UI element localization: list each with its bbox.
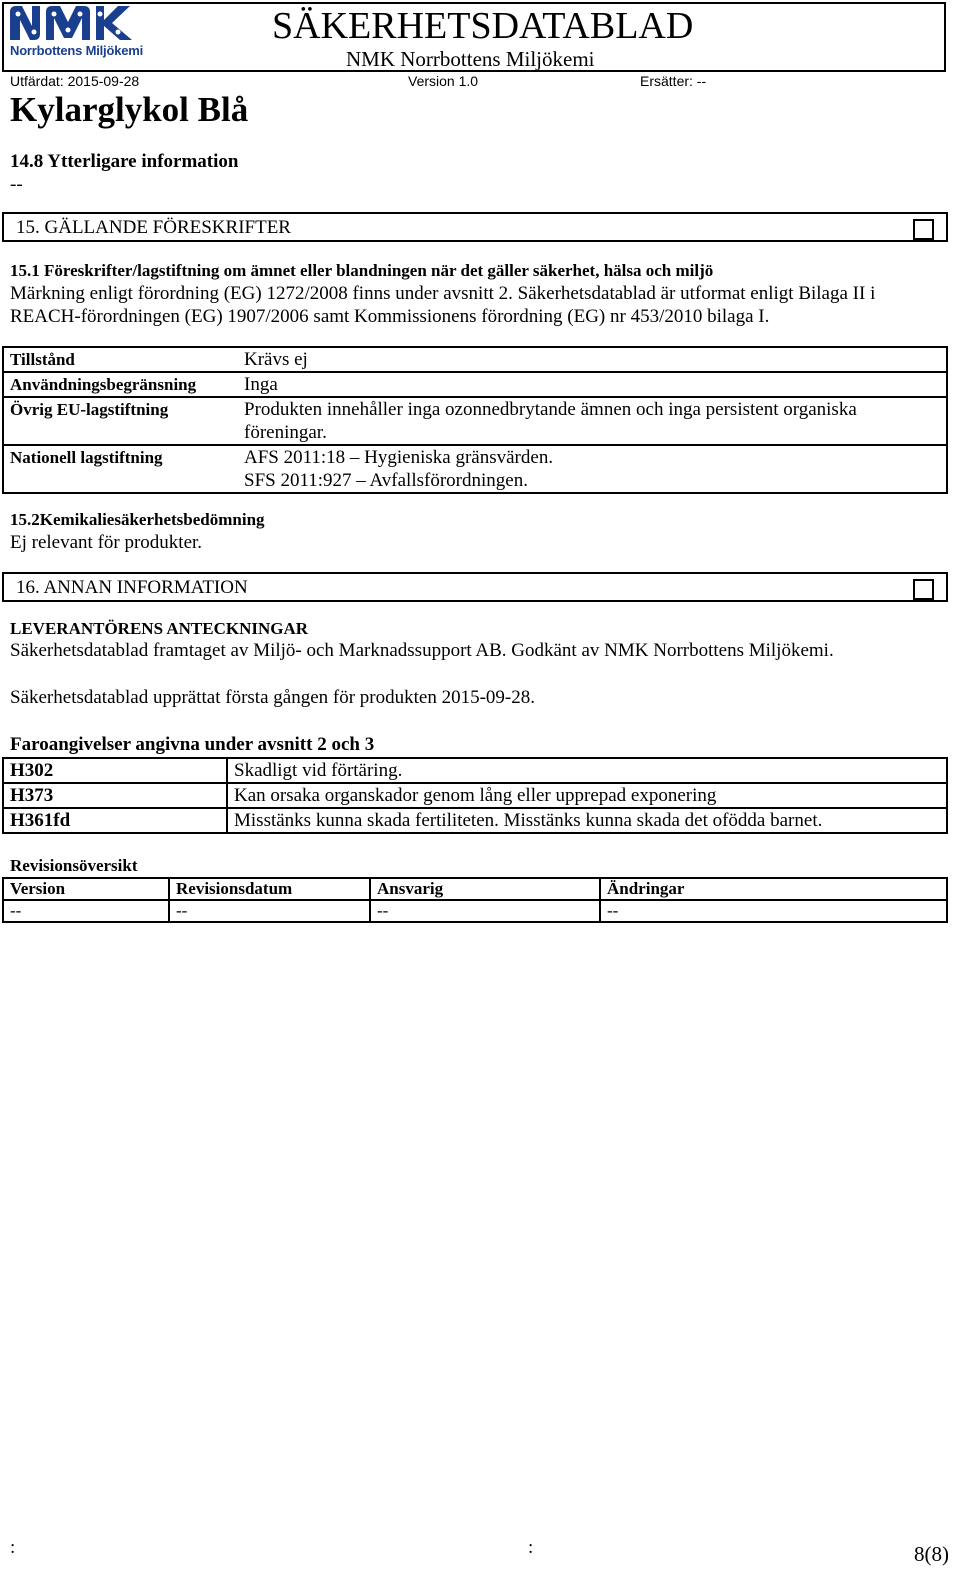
- row-label: Tillstånd: [3, 347, 238, 372]
- supplier-notes-heading: LEVERANTÖRENS ANTECKNINGAR: [10, 619, 309, 638]
- product-name: Kylarglykol Blå: [10, 90, 249, 129]
- replaces-label: Ersätter: --: [640, 73, 707, 89]
- revision-table: [2, 877, 948, 923]
- page-number: 8(8): [914, 1542, 949, 1566]
- table-row: [3, 808, 947, 833]
- table-row: [3, 397, 947, 445]
- table-row: [3, 783, 947, 808]
- checkbox-icon: [913, 579, 934, 600]
- table-cell: --: [3, 900, 169, 922]
- table-row: [3, 445, 947, 493]
- hazard-table: [2, 757, 948, 834]
- column-header: Ändringar: [600, 878, 947, 900]
- supplier-notes-text: Säkerhetsdatablad framtaget av Miljö- och Marknadssupport AB. Godkänt av NMK Norrbottens Miljökemi.: [10, 640, 834, 661]
- row-value: Inga: [238, 372, 947, 397]
- section-16-header: [2, 572, 948, 602]
- row-value: Produkten innehåller inga ozonnedbrytande ämnen och inga persistent organiska föreningar.: [238, 397, 947, 445]
- section-16-title: 16. ANNAN INFORMATION: [16, 577, 248, 598]
- column-header: Ansvarig: [370, 878, 600, 900]
- table-cell: --: [169, 900, 370, 922]
- section-15-title: 15. GÄLLANDE FÖRESKRIFTER: [16, 217, 291, 238]
- hazard-text: Kan orsaka organskador genom lång eller upprepad exponering: [227, 783, 947, 808]
- column-header: Revisionsdatum: [169, 878, 370, 900]
- document-title: SÄKERHETSDATABLAD: [272, 5, 694, 47]
- section-14-8-heading: 14.8 Ytterligare information: [10, 151, 239, 172]
- hazard-text: Skadligt vid förtäring.: [227, 758, 947, 783]
- hazard-heading: Faroangivelser angivna under avsnitt 2 och 3: [10, 734, 375, 755]
- row-label: Nationell lagstiftning: [3, 445, 238, 493]
- section-15-1-line1: Märkning enligt förordning (EG) 1272/2008 finns under avsnitt 2. Säkerhetsdatablad är utformat enligt Bilaga II i: [10, 283, 876, 304]
- table-cell: --: [600, 900, 947, 922]
- row-label: Användningsbegränsning: [3, 372, 238, 397]
- version-label: Version 1.0: [408, 73, 479, 89]
- hazard-code: H302: [3, 758, 227, 783]
- logo-text: Norrbottens Miljökemi: [10, 43, 144, 58]
- footer-colon: :: [10, 1537, 16, 1558]
- section-15-2-heading: 15.2Kemikaliesäkerhetsbedömning: [10, 510, 265, 529]
- regulation-table: [2, 346, 948, 494]
- table-header-row: [3, 878, 947, 900]
- table-row: [3, 372, 947, 397]
- hazard-code: H373: [3, 783, 227, 808]
- table-row: [3, 347, 947, 372]
- table-cell: --: [370, 900, 600, 922]
- hazard-text: Misstänks kunna skada fertiliteten. Misstänks kunna skada det ofödda barnet.: [227, 808, 947, 833]
- section-15-2-text: Ej relevant för produkter.: [10, 532, 203, 553]
- row-label: Övrig EU-lagstiftning: [3, 397, 238, 445]
- section-15-1-heading: 15.1 Föreskrifter/lagstiftning om ämnet eller blandningen när det gäller säkerhet, hälsa och miljö: [10, 261, 714, 280]
- table-row: [3, 758, 947, 783]
- section-15-1-line2: REACH-förordningen (EG) 1907/2006 samt Kommissionens förordning (EG) nr 453/2010 bilaga I.: [10, 306, 770, 327]
- row-value: AFS 2011:18 – Hygieniska gränsvärden. SFS 2011:927 – Avfallsförordningen.: [238, 445, 947, 493]
- row-value: Krävs ej: [238, 347, 947, 372]
- footer-colon: :: [528, 1537, 534, 1558]
- revision-heading: Revisionsöversikt: [10, 856, 138, 875]
- document-subtitle: NMK Norrbottens Miljökemi: [346, 47, 595, 71]
- first-issued-text: Säkerhetsdatablad upprättat första gången för produkten 2015-09-28.: [10, 687, 535, 708]
- section-14-8-text: --: [10, 174, 23, 195]
- column-header: Version: [3, 878, 169, 900]
- checkbox-icon: [913, 219, 934, 240]
- hazard-code: H361fd: [3, 808, 227, 833]
- issued-date: Utfärdat: 2015-09-28: [10, 73, 140, 89]
- section-15-header: [2, 212, 948, 242]
- table-row: [3, 900, 947, 922]
